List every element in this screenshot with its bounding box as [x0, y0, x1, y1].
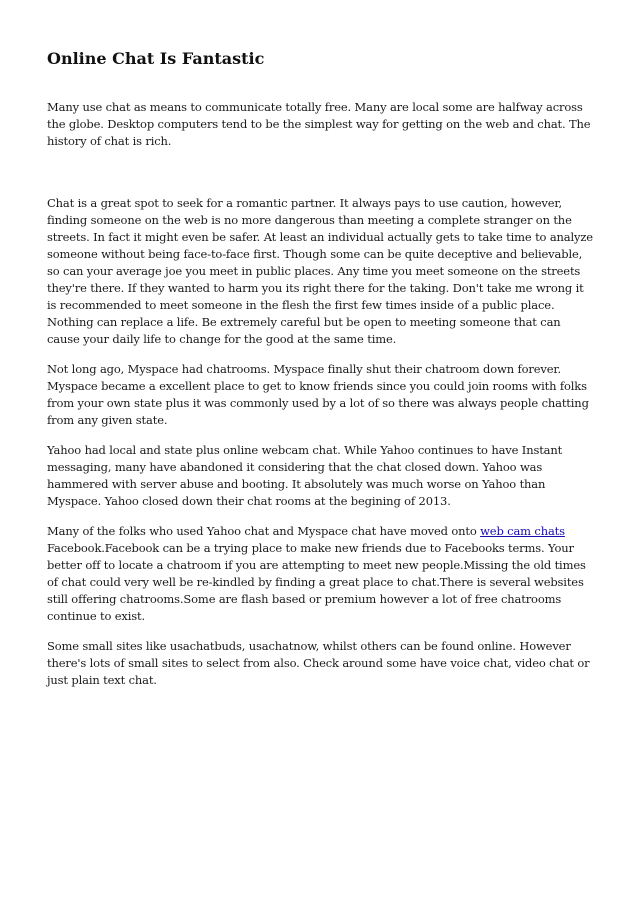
paragraph-intro: Many use chat as means to communicate totally free. Many are local some are halfway across the globe. Desktop computers tend to be the simplest way for getting on the web and chat. The history of chat is rich.: [47, 100, 591, 148]
paragraph-myspace: Not long ago, Myspace had chatrooms. Myspace finally shut their chatroom down forever. Myspace became a excellent place to get to know friends since you could join rooms with folks from your own state plus it was commonly used by a lot of so there was always people chatting from any given state.: [47, 362, 589, 427]
paragraph-facebook-text-after: Facebook.Facebook can be a trying place to make new friends due to Facebooks terms. Your better off to locate a chatroom if you are attempting to meet new people.Missing the old times of chat could very well be re-kindled by finding a great place to chat.There is several websites still offering chatrooms.Some are flash based or premium however a lot of free chatrooms continue to exist.: [47, 541, 586, 623]
page-title: Online Chat Is Fantastic: [47, 49, 265, 68]
paragraph-facebook: [47, 523, 595, 625]
paragraph-facebook-text-before: Many of the folks who used Yahoo chat and Myspace chat have moved onto: [47, 524, 481, 538]
paragraph-romance: Chat is a great spot to seek for a romantic partner. It always pays to use caution, however, finding someone on the web is no more dangerous than meeting a complete stranger on the streets. In fact it might even be safer. At least an individual actually gets to take time to analyze someone without being face-to-face first. Though some can be quite deceptive and believable, so can your average joe you meet in public places. Any time you meet someone on the streets they're there. If they wanted to harm you its right there for the taking. Don't take me wrong it is recommended to meet someone in the flesh the first few times inside of a public place. Nothing can replace a life. Be extremely careful but be open to meeting someone that can cause your daily life to change for the good at the same time.: [47, 196, 593, 346]
paragraph-small-sites: Some small sites like usachatbuds, usachatnow, whilst others can be found online. However there's lots of small sites to select from also. Check around some have voice chat, video chat or just plain text chat.: [47, 639, 590, 687]
paragraph-yahoo: Yahoo had local and state plus online webcam chat. While Yahoo continues to have Instant messaging, many have abandoned it considering that the chat closed down. Yahoo was hammered with server abuse and booting. It absolutely was much worse on Yahoo than Myspace. Yahoo closed down their chat rooms at the begining of 2013.: [47, 443, 563, 508]
web-cam-chats-link[interactable]: web cam chats: [480, 524, 565, 538]
document-page: [47, 48, 595, 689]
